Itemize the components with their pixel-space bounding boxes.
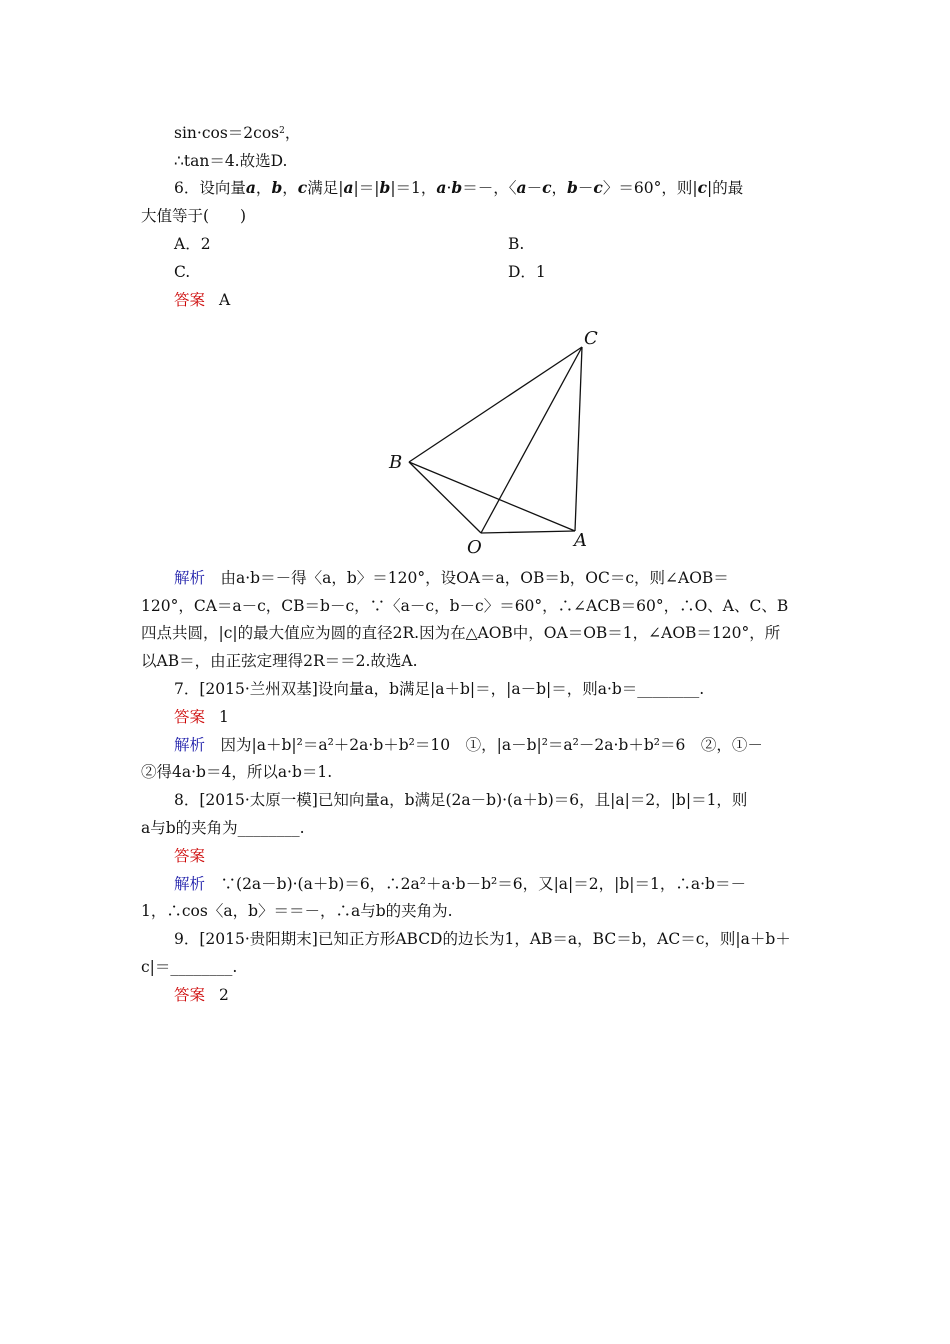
answer-label: 答案 [174,847,206,865]
segment-cb [409,347,582,462]
answer-label: 答案 [174,708,206,726]
q6-option-a: A．2 [174,235,211,253]
q7-analysis-line-1: 解析 因为|a＋b|²＝a²＋2a·b＋b²＝10 ①，|a－b|²＝a²－2a·b＋b²＝6 ②，①－ [174,736,763,754]
segment-oa [481,531,575,533]
q7-stem: 7．[2015·兰州双基]设向量a，b满足|a＋b|＝，|a－b|＝，则a·b＝________. [174,680,705,698]
q6-option-b: B. [508,235,525,253]
label-c: C [584,328,598,349]
label-b: B [389,452,403,473]
q8-stem-line-2: a与b的夹角为________. [141,819,305,837]
q8-analysis-line-1: 解析 ∵(2a－b)·(a＋b)＝6，∴2a²＋a·b－b²＝6，又|a|＝2，|b|＝1，∴a·b＝－ [174,875,746,893]
segment-co [481,347,582,533]
quadrilateral-diagram [385,325,615,557]
q6-answer: 答案 A [174,291,231,309]
q6-stem-line-2: 大值等于( ) [141,207,247,225]
q8-answer [174,845,205,867]
prev-line-2: ∴tan＝4.故选D. [174,152,288,170]
q9-stem-line-1: 9．[2015·贵阳期末]已知正方形ABCD的边长为1，AB＝a，BC＝b，AC＝c，则|a＋b＋ [174,930,791,948]
prev-line-1: $\sin\cdot\cos=2\cos^2$， [174,124,301,142]
q7-analysis-line-2: ②得4a·b＝4，所以a·b＝1. [141,763,333,781]
q8-analysis-line-2: 1，∴cos〈a，b〉＝＝－，∴a与b的夹角为. [141,902,453,920]
label-a: A [574,530,587,551]
answer-label: 答案 [174,986,206,1004]
q6-stem-line-1: 6．设向量a，b，c满足|a|＝|b|＝1，a·b＝－，〈a－c，b－c〉＝60°，则|c|的最 [174,178,744,197]
q8-stem-line-1: 8．[2015·太原一模]已知向量a，b满足(2a－b)·(a＋b)＝6，且|a|＝2，|b|＝1，则 [174,791,748,809]
q9-stem-line-2: c|＝________. [141,958,238,976]
q6-option-d: D．1 [508,263,546,281]
q9-answer: 答案 2 [174,986,229,1004]
label-o: O [467,537,482,557]
q6-option-c: C. [174,263,191,281]
answer-label: 答案 [174,291,206,309]
q6-analysis-line-3: 四点共圆，|c|的最大值应为圆的直径2R.因为在△AOB中，OA＝OB＝1，∠AOB＝120°，所 [141,624,781,642]
q6-analysis-line-2: 120°，CA＝a－c，CB＝b－c，∵〈a－c，b－c〉＝60°，∴∠ACB＝60°，∴O、A、C、B [141,597,789,615]
q7-answer: 答案 1 [174,708,229,726]
analysis-label: 解析 [174,569,206,587]
analysis-label: 解析 [174,875,206,893]
segment-bo [409,462,481,533]
q6-analysis-line-1: 解析 由a·b＝－得〈a，b〉＝120°，设OA＝a，OB＝b，OC＝c，则∠AOB＝ [174,569,729,587]
q6-analysis-line-4: 以AB＝，由正弦定理得2R＝＝2.故选A. [141,652,418,670]
segment-ba [409,462,575,531]
analysis-label: 解析 [174,736,206,754]
segment-ca [575,347,582,531]
